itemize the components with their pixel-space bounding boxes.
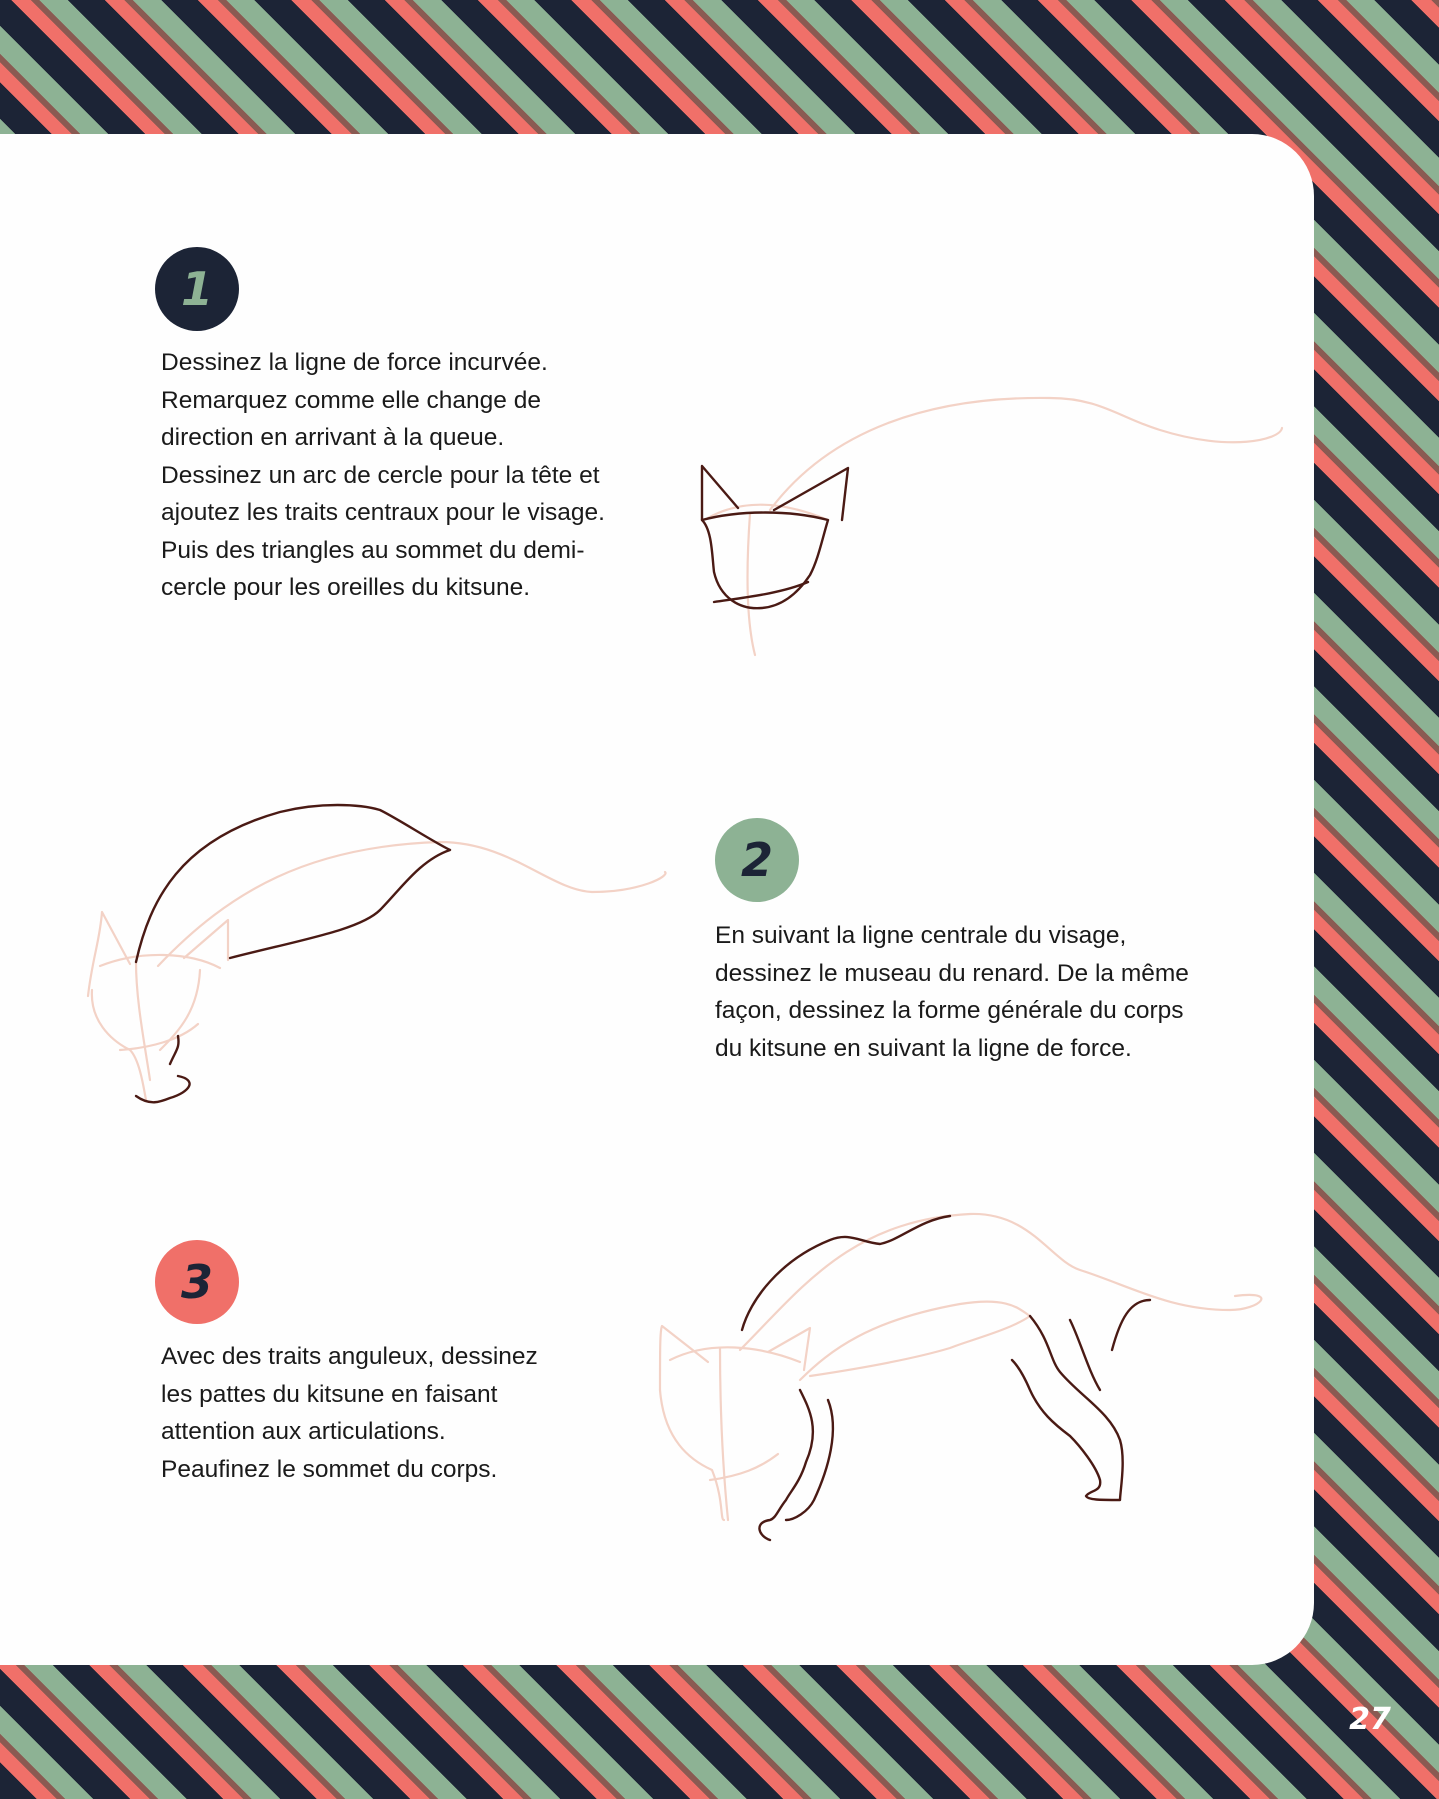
step-2-badge	[715, 818, 799, 902]
step-2-number: 2	[740, 833, 773, 887]
page-number: 27	[1349, 1702, 1391, 1737]
step-3-fox-full-sketch	[650, 1200, 1250, 1560]
step-3-text: Avec des traits anguleux, dessinez les pattes du kitsune en faisant attention aux articulations. Peaufinez le sommet du corps.	[161, 1343, 538, 1483]
step-1-badge	[155, 247, 239, 331]
step-1-fox-head-sketch	[690, 380, 1290, 660]
step-1-number: 1	[180, 262, 213, 316]
step-2-fox-body-sketch	[80, 800, 680, 1120]
step-3-number: 3	[180, 1255, 213, 1309]
step-3-badge	[155, 1240, 239, 1324]
step-1-text: Dessinez la ligne de force incurvée. Remarquez comme elle change de direction en arrivant à la queue. Dessinez un arc de cercle pour la tête et ajoutez les traits centraux pour le visage. Puis des triangles au sommet du demi- cercle pour les oreilles du kitsune.	[161, 349, 605, 601]
step-2-text: En suivant la ligne centrale du visage, dessinez le museau du renard. De la même façon, dessinez la forme générale du corps du kitsune en suivant la ligne de force.	[715, 922, 1189, 1062]
